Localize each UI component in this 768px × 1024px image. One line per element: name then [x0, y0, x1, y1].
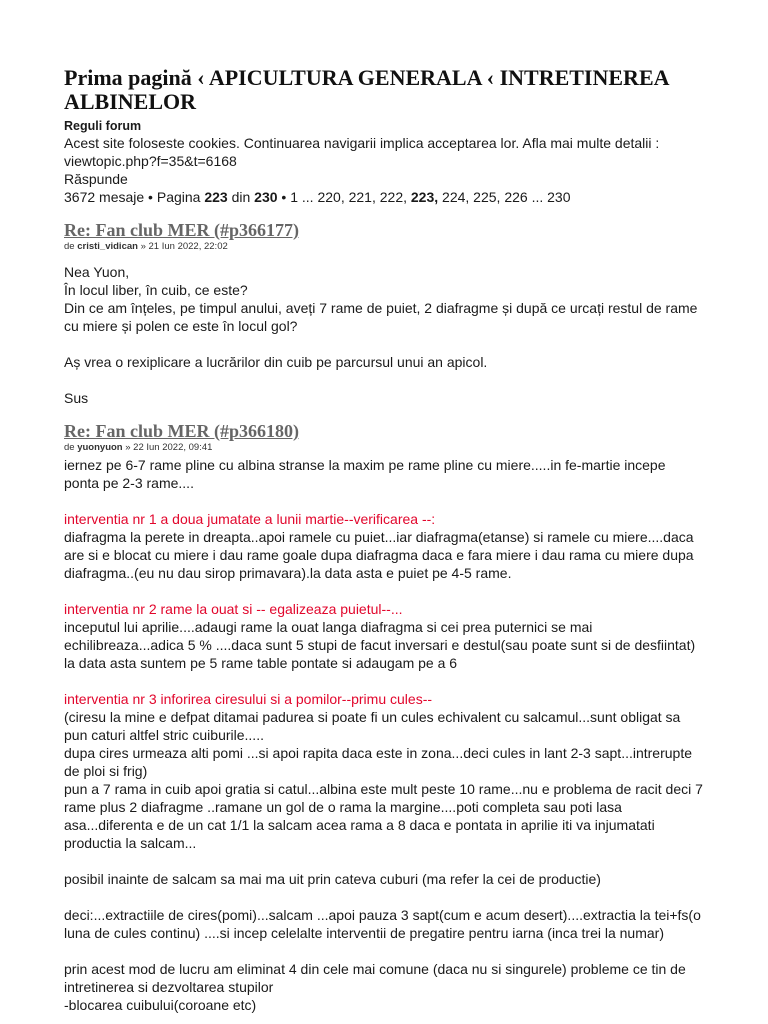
- post-line: pun a 7 rama in cuib apoi gratia si catul...albina este mult peste 10 rame...nu e problema de racit deci 7 rame plus 2 diafragme ..ramane un gol de o rama la margine....poti completa sau poti lasa asa...diferenta e de un cat 1/1 la salcam acea rama a 8 daca e pontata in aprilie iti va injumatati productia la salcam...: [64, 781, 703, 851]
- page-link[interactable]: 1: [290, 189, 299, 205]
- post: [64, 421, 704, 1014]
- back-to-top-link[interactable]: Sus: [64, 390, 89, 406]
- paragraph-gap: [64, 942, 704, 960]
- post-line: iernez pe 6-7 rame pline cu albina stranse la maxim pe rame pline cu miere.....in fe-martie incepe ponta pe 2-3 rame....: [64, 457, 666, 491]
- page-link[interactable]: 222,: [379, 189, 407, 205]
- post-author[interactable]: yuonyuon: [77, 442, 123, 453]
- page-link[interactable]: 220,: [317, 189, 345, 205]
- post-date: » 21 Iun 2022, 22:02: [140, 241, 228, 252]
- page-ellipsis: ...: [301, 189, 314, 205]
- post-line: posibil inainte de salcam sa mai ma uit prin cateva cuburi (ma refer la cei de productie): [64, 871, 601, 887]
- paragraph-gap: [64, 492, 704, 510]
- total-pages: 230: [254, 189, 278, 205]
- post-byline: [64, 442, 704, 454]
- post-line: Nea Yuon,: [64, 264, 130, 280]
- post-title-link[interactable]: [64, 421, 299, 441]
- post: [64, 220, 704, 407]
- cookie-notice-link[interactable]: viewtopic.php?f=35&t=6168: [64, 153, 237, 169]
- post-title: Re: Fan club MER: [64, 421, 210, 441]
- post-line: inceputul lui aprilie....adaugi rame la ouat langa diafragma si cei prea puternici se mai echilibreaza...adica 5 % ....daca sunt 5 stupi de facut inversari e destul(sau poate sunt si de desfiintat) la data asta suntem pe 5 rame table pontate si adaugam pe a 6: [64, 619, 696, 671]
- post-line: (ciresu la mine e defpat ditamai padurea si poate fi un cules echivalent cu salcamul...sunt obligat sa pun caturi altfel stric cuiburile.....: [64, 709, 681, 743]
- paragraph-gap: [64, 852, 704, 870]
- paragraph-gap: [64, 672, 704, 690]
- section-heading: interventia nr 3 inforirea ciresului si a pomilor--primu cules--: [64, 691, 433, 707]
- paragraph-gap: [64, 582, 704, 600]
- page-title: Prima pagină ‹ APICULTURA GENERALA ‹ INTRETINEREA ALBINELOR: [64, 65, 669, 114]
- post-byline: [64, 241, 704, 253]
- page-link[interactable]: 224,: [442, 189, 470, 205]
- page-current: 223,: [410, 189, 439, 205]
- post-line: diafragma la perete in dreapta..apoi ramele cu puiet...iar diafragma(etanse) si ramele cu miere....daca are si e blocat cu miere i dau rame goale dupa diafragma daca e fara miere i dau rama cu miere dupa diafragma..(eu nu dau sirop primavara).la data asta e puiet pe 4-5 rame.: [64, 529, 694, 581]
- current-page: 223: [204, 189, 228, 205]
- post-content: [64, 263, 704, 407]
- post-line: dupa cires urmeaza alti pomi ...si apoi rapita daca este in zona...deci cules in lant 2-3 sapt...intrerupte de ploi si frig): [64, 745, 693, 779]
- page-link[interactable]: 230: [547, 189, 571, 205]
- section-heading: interventia nr 2 rame la ouat si -- egalizeaza puietul--...: [64, 601, 403, 617]
- post-anchor: (#p366180): [214, 421, 299, 441]
- post-line: deci:...extractiile de cires(pomi)...salcam ...apoi pauza 3 sapt(cum e acum desert)....extractia la tei+fs(o luna de cules continu) ....si incep celelalte interventii de pregatire pentru iarna (inca trei la numar): [64, 907, 701, 941]
- paragraph-gap: [64, 335, 704, 353]
- post-line: Din ce am înțeles, pe timpul anului, aveți 7 rame de puiet, 2 diafragme și după ce urcați restul de rame cu miere și polen ce este în locul gol?: [64, 300, 698, 334]
- forum-rules-link[interactable]: Reguli forum: [64, 119, 142, 133]
- post-line: În locul liber, în cuib, ce este?: [64, 282, 248, 298]
- reply-link[interactable]: Răspunde: [64, 171, 128, 187]
- cookie-notice: Acest site foloseste cookies. Continuarea navigarii implica acceptarea lor. Afla mai multe detalii :: [64, 135, 660, 151]
- post-author[interactable]: cristi_vidican: [77, 241, 138, 252]
- message-count: 3672 mesaje: [64, 189, 145, 205]
- section-heading: interventia nr 1 a doua jumatate a lunii martie--verificarea --:: [64, 511, 436, 527]
- page-label: Pagina: [156, 189, 201, 205]
- post-date: » 22 Iun 2022, 09:41: [125, 442, 213, 453]
- post-line: prin acest mod de lucru am eliminat 4 din cele mai comune (daca nu si singurele) probleme ce tin de intretinerea si dezvoltarea stupilor: [64, 961, 686, 995]
- paragraph-gap: [64, 371, 704, 389]
- page-link[interactable]: 226: [504, 189, 528, 205]
- page-ellipsis: ...: [531, 189, 544, 205]
- paragraph-gap: [64, 888, 704, 906]
- of-label: din: [231, 189, 251, 205]
- pagination: 3672 mesaje • Pagina 223 din 230 • 1 ... 220, 221, 222, 223, 224, 225, 226 ... 230: [64, 189, 571, 205]
- post-line: Aș vrea o rexiplicare a lucrărilor din cuib pe parcursul unui an apicol.: [64, 354, 488, 370]
- page-link[interactable]: 225,: [473, 189, 501, 205]
- page-link[interactable]: 221,: [348, 189, 376, 205]
- post-title: Re: Fan club MER: [64, 220, 210, 240]
- post-title-link[interactable]: [64, 220, 299, 240]
- byline-prefix: de: [64, 241, 75, 252]
- post-line: -blocarea cuibului(coroane etc): [64, 997, 257, 1013]
- byline-prefix: de: [64, 442, 75, 453]
- post-content: [64, 456, 704, 1014]
- post-anchor: (#p366177): [214, 220, 299, 240]
